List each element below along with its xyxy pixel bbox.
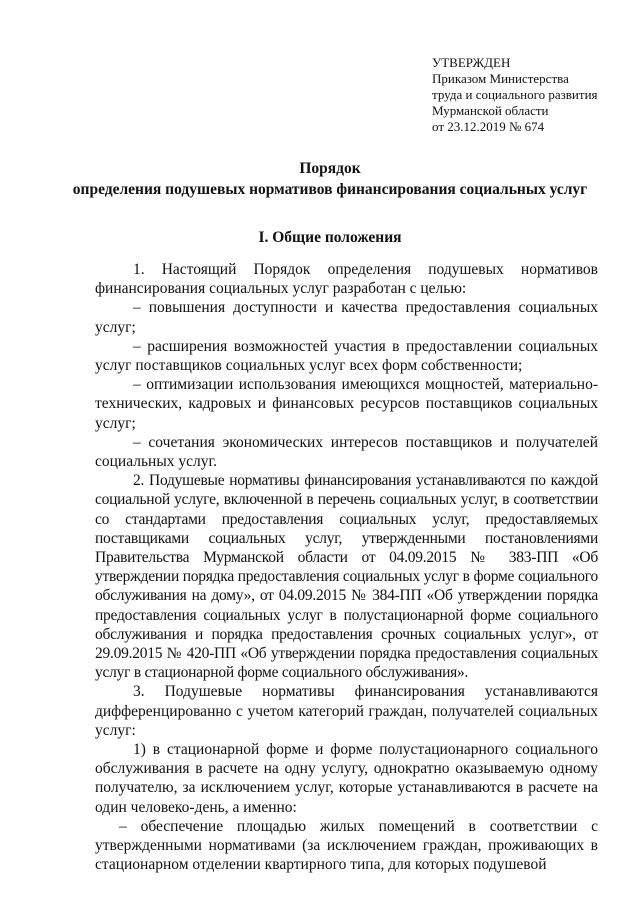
approval-line-approved: УТВЕРЖДЕН <box>432 55 511 70</box>
section-heading: I. Общие положения <box>258 229 402 246</box>
paragraph-1: 1. Настоящий Порядок определения подушевых нормативов финансирования социальных услуг разработан с целью: <box>95 261 598 298</box>
paragraph-2: 2. Подушевые нормативы финансирования устанавливаются по каждой социальной услуге, включенной в перечень социальных услуг, в соответствии со стандартами предоставления социальных услуг, предоставляемых поставщиками социальных услуг, утвержденными постановлениями Правительства Мурманской области от 04.09.2015 № 383-ПП «Об утверждении порядка предоставления социальных услуг в форме социального обслуживания на дому», от 04.09.2015 № 384-ПП «Об утверждении порядка предоставления социальных услуг в полустационарной форме социального обслуживания и порядка предоставления срочных социальных услуг», от 29.09.2015 № 420-ПП «Об утверждении порядка предоставления социальных услуг в стационарной форме социального обслуживания». <box>95 472 598 682</box>
document-body <box>95 260 598 875</box>
approval-line-ministry: труда и социального развития <box>432 87 598 102</box>
approval-stamp <box>432 55 598 135</box>
document-title: Порядок <box>299 160 361 177</box>
approval-line-date: от 23.12.2019 № 674 <box>432 119 545 134</box>
bullet-optimization: – оптимизации использования имеющихся мощностей, материально-технических, кадровых и финансовых ресурсов поставщиков социальных услуг; <box>95 376 598 432</box>
bullet-participation: – расширения возможностей участия в предоставлении социальных услуг поставщиков социальных услуг всех форм собственности; <box>95 337 598 375</box>
paragraph-5: – обеспечение площадью жилых помещений в соответствии с утвержденными нормативами (за исключением граждан, проживающих в стационарном отделении квартирного типа, для которых подушевой <box>95 817 598 874</box>
paragraph-3: 3. Подушевые нормативы финансирования устанавливаются дифференцированно с учетом категорий граждан, получателей социальных услуг: <box>95 683 598 739</box>
document-subtitle: определения подушевых нормативов финансирования социальных услуг <box>72 181 588 198</box>
bullet-accessibility: – повышения доступности и качества предоставления социальных услуг; <box>95 299 598 336</box>
paragraph-4: 1) в стационарной форме и форме полустационарного социального обслуживания в расчете на одну услугу, однократно оказываемую одному получателю, за исключением услуг, которые устанавливаются в расчете на один человеко-день, а именно: <box>95 741 598 816</box>
approval-line-region: Мурманской области <box>432 103 549 118</box>
approval-line-order: Приказом Министерства <box>432 71 569 86</box>
bullet-interests: – сочетания экономических интересов поставщиков и получателей социальных услуг. <box>95 433 598 471</box>
